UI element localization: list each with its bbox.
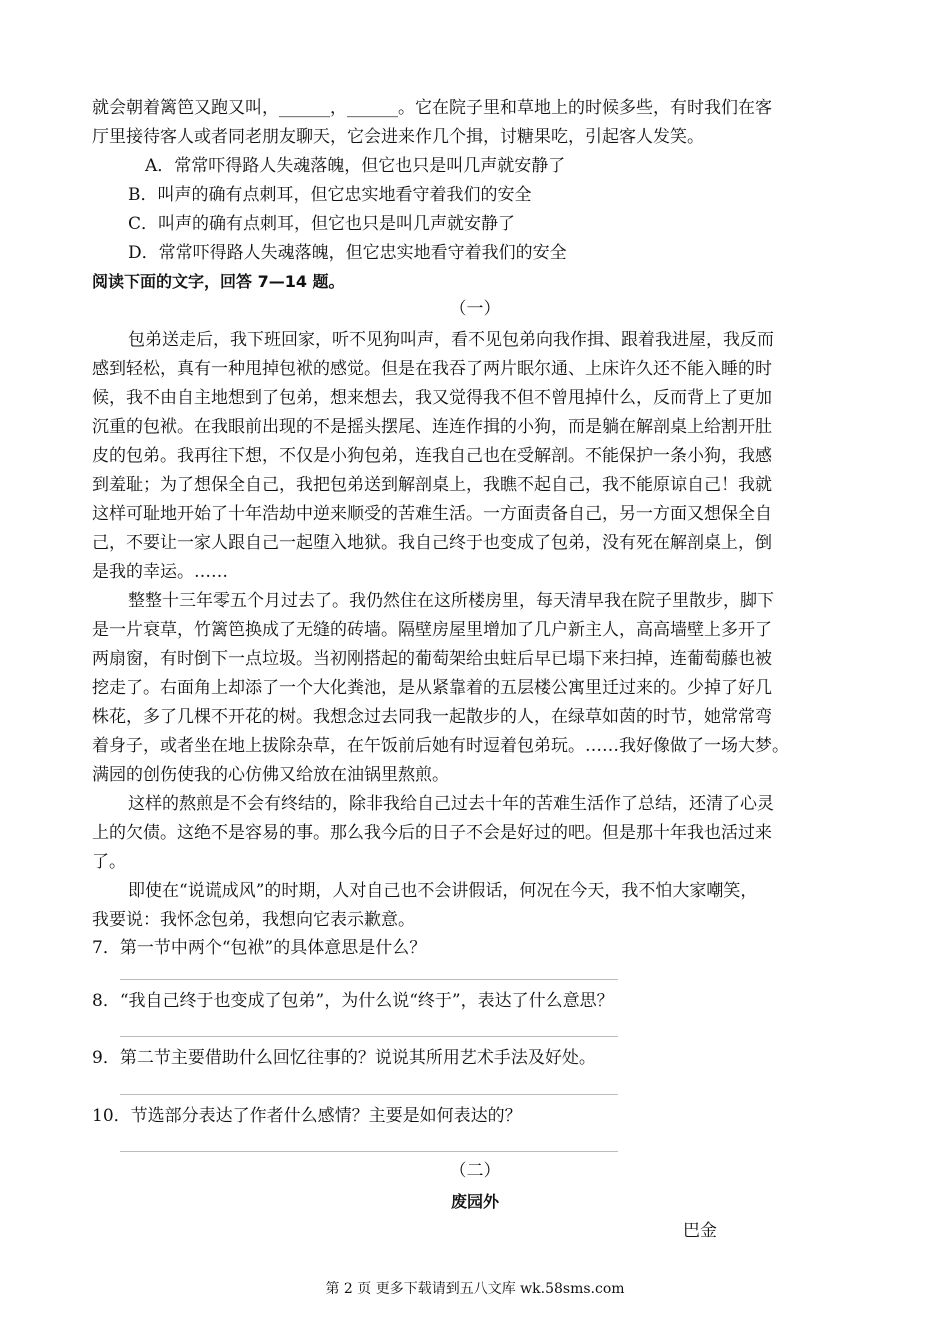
- para2-line: 满园的创伤使我的心仿佛又给放在油锅里熬煎。: [92, 765, 449, 785]
- question-10: 10．节选部分表达了作者什么感情？主要是如何表达的？: [92, 1106, 522, 1126]
- option-b: B．叫声的确有点刺耳，但它忠实地看守着我们的安全: [128, 185, 532, 205]
- para1-line: 到羞耻；为了想保全自己，我把包弟送到解剖桌上，我瞧不起自己，我不能原谅自己！我就: [92, 475, 772, 495]
- intro-line-1: 就会朝着篱笆又跑又叫，______，______。它在院子里和草地上的时候多些，有时我们在客: [92, 98, 772, 118]
- para3-line: 了。: [92, 852, 126, 872]
- question-9: 9．第二节主要借助什么回忆往事的？说说其所用艺术手法及好处。: [92, 1048, 596, 1068]
- option-a: A．常常吓得路人失魂落魄，但它也只是叫几声就安静了: [145, 156, 566, 176]
- para2-line: 株花，多了几棵不开花的树。我想念过去同我一起散步的人，在绿草如茵的时节，她常常弯: [92, 707, 772, 727]
- answer-line-8[interactable]: [120, 1036, 618, 1037]
- para1-line: 这样可耻地开始了十年浩劫中逆来顺受的苦难生活。一方面责备自己，另一方面又想保全自: [92, 504, 772, 524]
- answer-line-10[interactable]: [120, 1151, 618, 1152]
- para2-line: 整整十三年零五个月过去了。我仍然住在这所楼房里，每天清早我在院子里散步，脚下: [128, 591, 774, 611]
- para4-line: 即使在“说谎成风”的时期，人对自己也不会讲假话，何况在今天，我不怕大家嘲笑，: [128, 881, 758, 901]
- intro-line-2: 厅里接待客人或者同老朋友聊天，它会进来作几个揖，讨糖果吃，引起客人发笑。: [92, 127, 704, 147]
- page-footer: 第 2 页 更多下载请到五八文库 wk.58sms.com: [325, 1281, 625, 1297]
- para2-line: 着身子，或者坐在地上拔除杂草，在午饭前后她有时逗着包弟玩。……我好像做了一场大梦。: [92, 736, 789, 756]
- para1-line: 包弟送走后，我下班回家，听不见狗叫声，看不见包弟向我作揖、跟着我进屋，我反而: [128, 330, 774, 350]
- answer-line-9[interactable]: [120, 1094, 618, 1095]
- para2-line: 两扇窗，有时倒下一点垃圾。当初刚搭起的葡萄架给虫蛀后早已塌下来扫掉，连葡萄藤也被: [92, 649, 772, 669]
- para1-line: 候，我不由自主地想到了包弟，想来想去，我又觉得我不但不曾甩掉什么，反而背上了更加: [92, 388, 772, 408]
- question-7: 7．第一节中两个“包袱”的具体意思是什么？: [92, 938, 427, 958]
- reading-instruction: 阅读下面的文字，回答 7—14 题。: [92, 272, 345, 291]
- article-title: 废园外: [450, 1192, 499, 1211]
- para1-line: 是我的幸运。……: [92, 562, 228, 582]
- para1-line: 己，不要让一家人跟自己一起堕入地狱。我自己终于也变成了包弟，没有死在解剖桌上，倒: [92, 533, 772, 553]
- para2-line: 是一片衰草，竹篱笆换成了无缝的砖墙。隔壁房屋里增加了几户新主人，高高墙壁上多开了: [92, 620, 772, 640]
- option-c: C．叫声的确有点刺耳，但它也只是叫几声就安静了: [128, 214, 516, 234]
- section1-heading: （一）: [449, 299, 501, 319]
- answer-line-7[interactable]: [120, 979, 618, 980]
- para3-line: 这样的熬煎是不会有终结的，除非我给自己过去十年的苦难生活作了总结，还清了心灵: [128, 794, 774, 814]
- para2-line: 挖走了。右面角上却添了一个大化粪池，是从紧靠着的五层楼公寓里迁过来的。少掉了好几: [92, 678, 772, 698]
- para1-line: 皮的包弟。我再往下想，不仅是小狗包弟，连我自己也在受解剖。不能保护一条小狗，我感: [92, 446, 772, 466]
- para3-line: 上的欠债。这绝不是容易的事。那么我今后的日子不会是好过的吧。但是那十年我也活过来: [92, 823, 772, 843]
- question-8: 8．“我自己终于也变成了包弟”，为什么说“终于”，表达了什么意思？: [92, 991, 614, 1011]
- option-d: D．常常吓得路人失魂落魄，但它忠实地看守着我们的安全: [128, 243, 567, 263]
- author-name: 巴金: [683, 1221, 717, 1241]
- para1-line: 沉重的包袱。在我眼前出现的不是摇头摆尾、连连作揖的小狗，而是躺在解剖桌上给割开肚: [92, 417, 772, 437]
- para4-line: 我要说：我怀念包弟，我想向它表示歉意。: [92, 910, 415, 930]
- section2-heading: （二）: [449, 1161, 501, 1181]
- para1-line: 感到轻松，真有一种甩掉包袱的感觉。但是在我吞了两片眠尔通、上床许久还不能入睡的时: [92, 359, 772, 379]
